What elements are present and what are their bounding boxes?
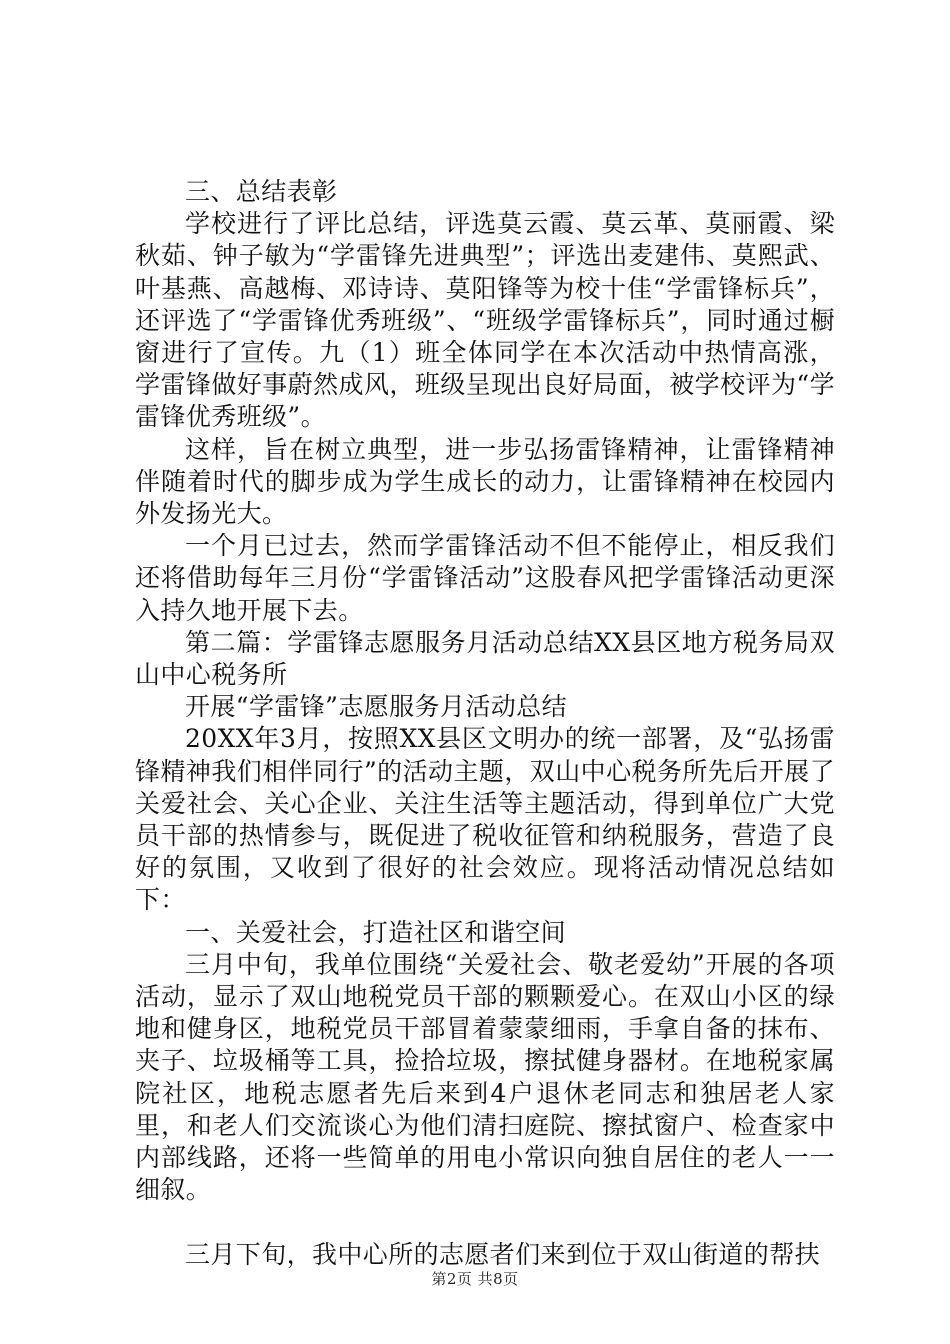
page-number-footer: 第2页 共8页 bbox=[431, 1270, 519, 1288]
paragraph-evaluation-summary: 学校进行了评比总结，评选莫云霞、莫云革、莫丽霞、梁秋茹、钟子敏为“学雷锋先进典型”；评选出麦建伟、莫熙武、叶基燕、高越梅、邓诗诗、莫阳锋等为校十佳“学雷锋标兵”，还评选了“学雷锋优秀班级”、“班级学雷锋标兵”，同时通过橱窗进行了宣传。九（1）班全体同学在本次活动中热情高涨，学雷锋做好事蔚然成风，班级呈现出良好局面，被学校评为“学雷锋优秀班级”。 bbox=[135, 209, 835, 432]
document-body bbox=[135, 176, 835, 1271]
section-heading-commendation: 三、总结表彰 bbox=[185, 177, 338, 206]
section-heading-community: 一、关爱社会，打造社区和谐空间 bbox=[185, 917, 567, 947]
paragraph-introduction: 20XX年3月，按照XX县区文明办的统一部署，及“弘扬雷锋精神我们相伴同行”的活动主题，双山中心税务所先后开展了关爱社会、关心企业、关注生活等主题活动，得到单位广大党员干部的热情参与，既促进了税收征管和纳税服务，营造了良好的氛围，又收到了很好的社会效应。现将活动情况总结如下： bbox=[135, 724, 835, 915]
article-title-second: 第二篇：学雷锋志愿服务月活动总结XX县区地方税务局双山中心税务所 bbox=[135, 627, 835, 690]
paragraph-purpose: 这样，旨在树立典型，进一步弘扬雷锋精神，让雷锋精神伴随着时代的脚步成为学生成长的动力，让雷锋精神在校园内外发扬光大。 bbox=[135, 434, 835, 529]
paragraph-outlook: 一个月已过去，然而学雷锋活动不但不能停止，相反我们还将借助每年三月份“学雷锋活动”这股春风把学雷锋活动更深入持久地开展下去。 bbox=[135, 531, 835, 625]
article-subtitle: 开展“学雷锋”志愿服务月活动总结 bbox=[185, 692, 567, 722]
paragraph-late-march: 三月下旬，我中心所的志愿者们来到位于双山街道的帮扶 bbox=[185, 1239, 821, 1269]
paragraph-mid-march: 三月中旬，我单位围绕“关爱社会、敬老爱幼”开展的各项活动，显示了双山地税党员干部的颗颗爱心。在双山小区的绿地和健身区，地税党员干部冒着蒙蒙细雨，手拿自备的抹布、夹子、垃圾桶等工具，捡拾垃圾，擦拭健身器材。在地税家属院社区，地税志愿者先后来到4户退休老同志和独居老人家里，和老人们交流谈心为他们清扫庭院、擦拭窗户、检查家中内部线路，还将一些简单的用电小常识向独自居住的老人一一细叙。 bbox=[135, 949, 835, 1205]
